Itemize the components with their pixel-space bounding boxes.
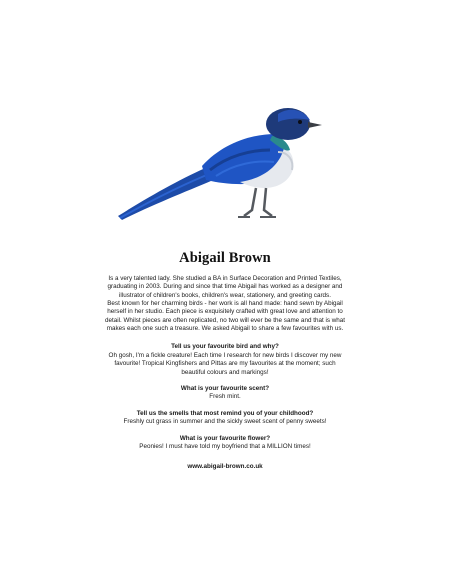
answer: [40, 393, 410, 401]
intro-line: herself in her studio. Each piece is exquisitely crafted with great love and attention to: [107, 308, 343, 316]
answer-line: Freshly cut grass in summer and the sickly sweet scent of penny sweets!: [123, 418, 327, 426]
answer-line: favourite! Tropical Kingfishers and Pittas are my favourites at the moment; such: [114, 360, 336, 368]
answer-line: Peonies! I must have told my boyfriend that a MILLION times!: [139, 443, 311, 451]
question: Tell us the smells that most remind you of your childhood?: [136, 409, 314, 417]
answer-line: beautiful colours and markings!: [181, 368, 269, 376]
blue-bird-icon: [110, 100, 335, 240]
answer: [40, 352, 410, 377]
intro-line: Is a very talented lady. She studied a BA in Surface Decoration and Printed Textiles,: [108, 275, 342, 282]
answer-line: Fresh mint.: [209, 393, 241, 401]
qa-childhood-smells: [40, 410, 410, 427]
answer: [40, 418, 410, 426]
question: What is your favourite flower?: [179, 434, 271, 442]
intro-line: makes each one such a treasure. We asked Abigail to share a few favourites with us.: [106, 325, 344, 333]
intro-line: illustrator of children's books, children's wear, stationery, and greeting cards.: [119, 291, 331, 299]
page-title: Abigail Brown: [179, 250, 271, 266]
answer-line: Oh gosh, I'm a fickle creature! Each time I research for new birds I discover my new: [108, 351, 342, 359]
qa-favourite-flower: [40, 435, 410, 452]
intro-paragraph: [40, 275, 410, 333]
qa-favourite-scent: [40, 385, 410, 402]
intro-line: detail. Whilst pieces are often replicated, no two will ever be the same and that is what: [104, 316, 346, 324]
qa-favourite-bird: [40, 343, 410, 377]
article: [40, 250, 410, 471]
website-link[interactable]: www.abigail-brown.co.uk: [187, 463, 263, 471]
intro-line: Best known for her charming birds - her work is all hand made: hand sewn by Abigail: [107, 300, 343, 308]
answer: [40, 443, 410, 451]
bird-illustration: [110, 100, 335, 240]
question: What is your favourite scent?: [180, 385, 270, 393]
question: Tell us your favourite bird and why?: [171, 343, 279, 351]
intro-line: graduating in 2003. During and since that time Abigail has worked as a designer and: [107, 283, 343, 291]
